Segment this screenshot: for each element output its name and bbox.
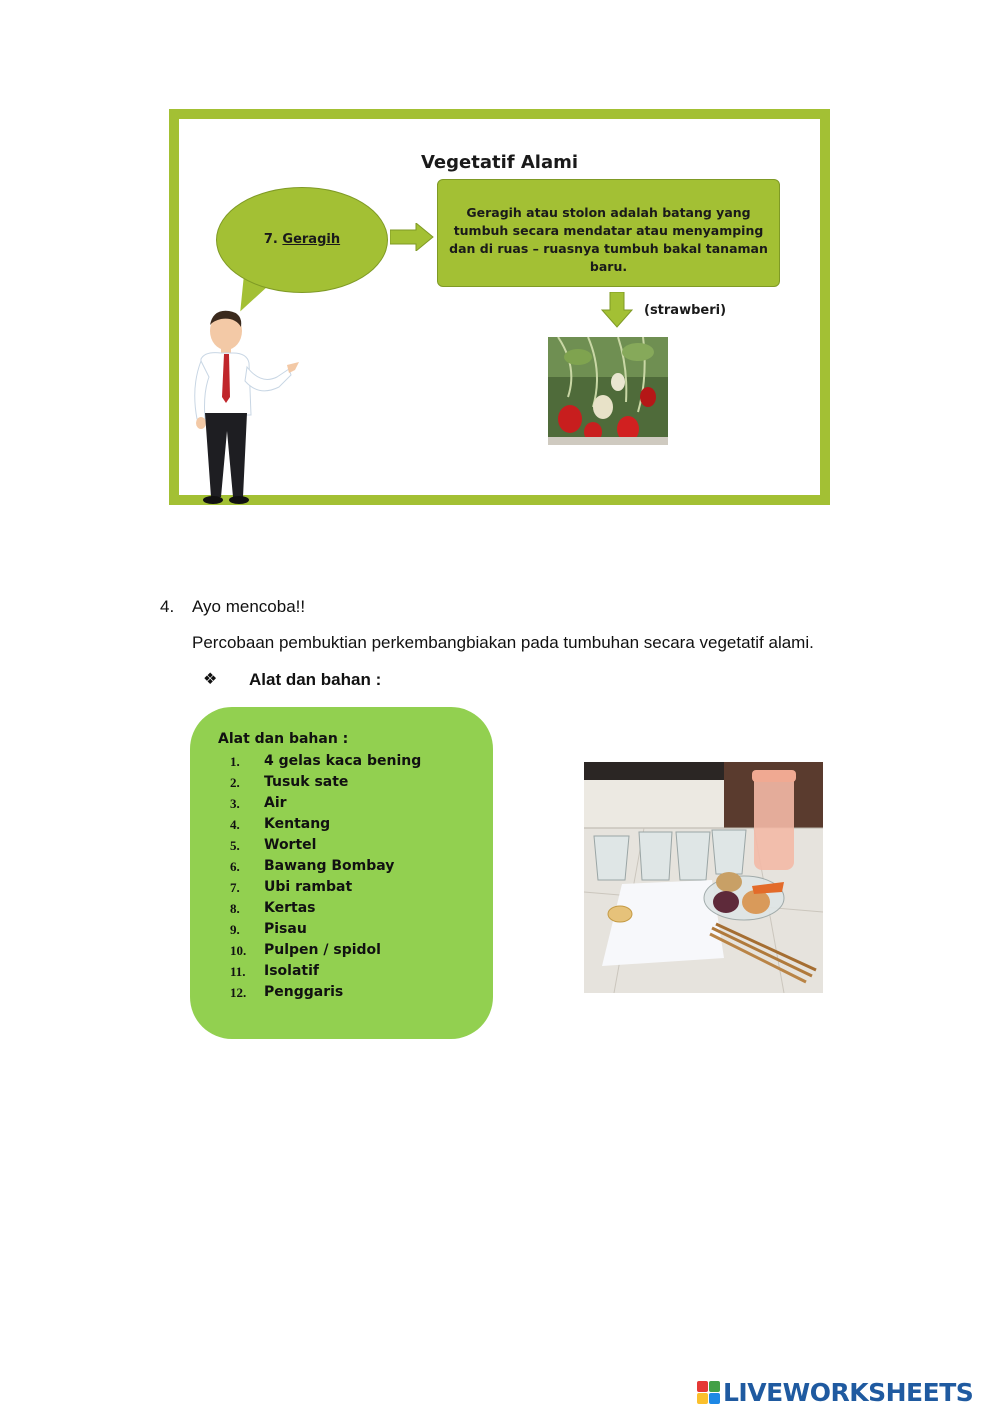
slide-frame (169, 109, 830, 505)
list-item: 11. Isolatif (230, 963, 319, 979)
bubble-term: Geragih (282, 232, 341, 247)
bullet-label: Alat dan bahan : (249, 670, 382, 689)
section-description: Percobaan pembuktian perkembangbiakan pada tumbuhan secara vegetatif alami. (192, 633, 814, 652)
speech-bubble (216, 187, 388, 293)
materials-list (230, 751, 421, 1003)
diamond-bullet-icon: ❖ (203, 671, 218, 688)
example-label: (strawberi) (644, 303, 727, 318)
liveworksheets-logo (697, 1378, 973, 1407)
list-item: 7. Ubi rambat (230, 879, 353, 895)
teacher-illustration (191, 307, 301, 507)
arrow-down-icon (601, 292, 633, 328)
list-item: 4. Kentang (230, 816, 331, 832)
definition-text: Geragih atau stolon adalah batang yang tumbuh secara mendatar atau menyamping dan di ruas – ruasnya tumbuh bakal tanaman baru. (449, 205, 768, 274)
bubble-number: 7. (263, 232, 278, 247)
materials-title: Alat dan bahan : (218, 731, 349, 747)
list-item: 10. Pulpen / spidol (230, 942, 381, 958)
section-title: Ayo mencoba!! (192, 597, 306, 616)
list-item: 2. Tusuk sate (230, 774, 349, 790)
list-item: 5. Wortel (230, 837, 317, 853)
list-item: 1. 4 gelas kaca bening (230, 753, 422, 769)
list-item: 12. Penggaris (230, 984, 344, 1000)
strawberry-photo (548, 337, 668, 445)
materials-photo (584, 762, 823, 993)
bubble-text (217, 232, 387, 247)
slide-title: Vegetatif Alami (420, 152, 579, 173)
list-item: 9. Pisau (230, 921, 307, 937)
materials-box (190, 707, 493, 1039)
list-item: 6. Bawang Bombay (230, 858, 395, 874)
arrow-right-icon (390, 223, 434, 251)
logo-text: LIVEWORKSHEETS (723, 1378, 974, 1407)
list-item: 3. Air (230, 795, 287, 811)
logo-mark-icon (697, 1381, 720, 1404)
list-item: 8. Kertas (230, 900, 316, 916)
section-number: 4. (160, 597, 175, 616)
definition-box (437, 179, 780, 287)
